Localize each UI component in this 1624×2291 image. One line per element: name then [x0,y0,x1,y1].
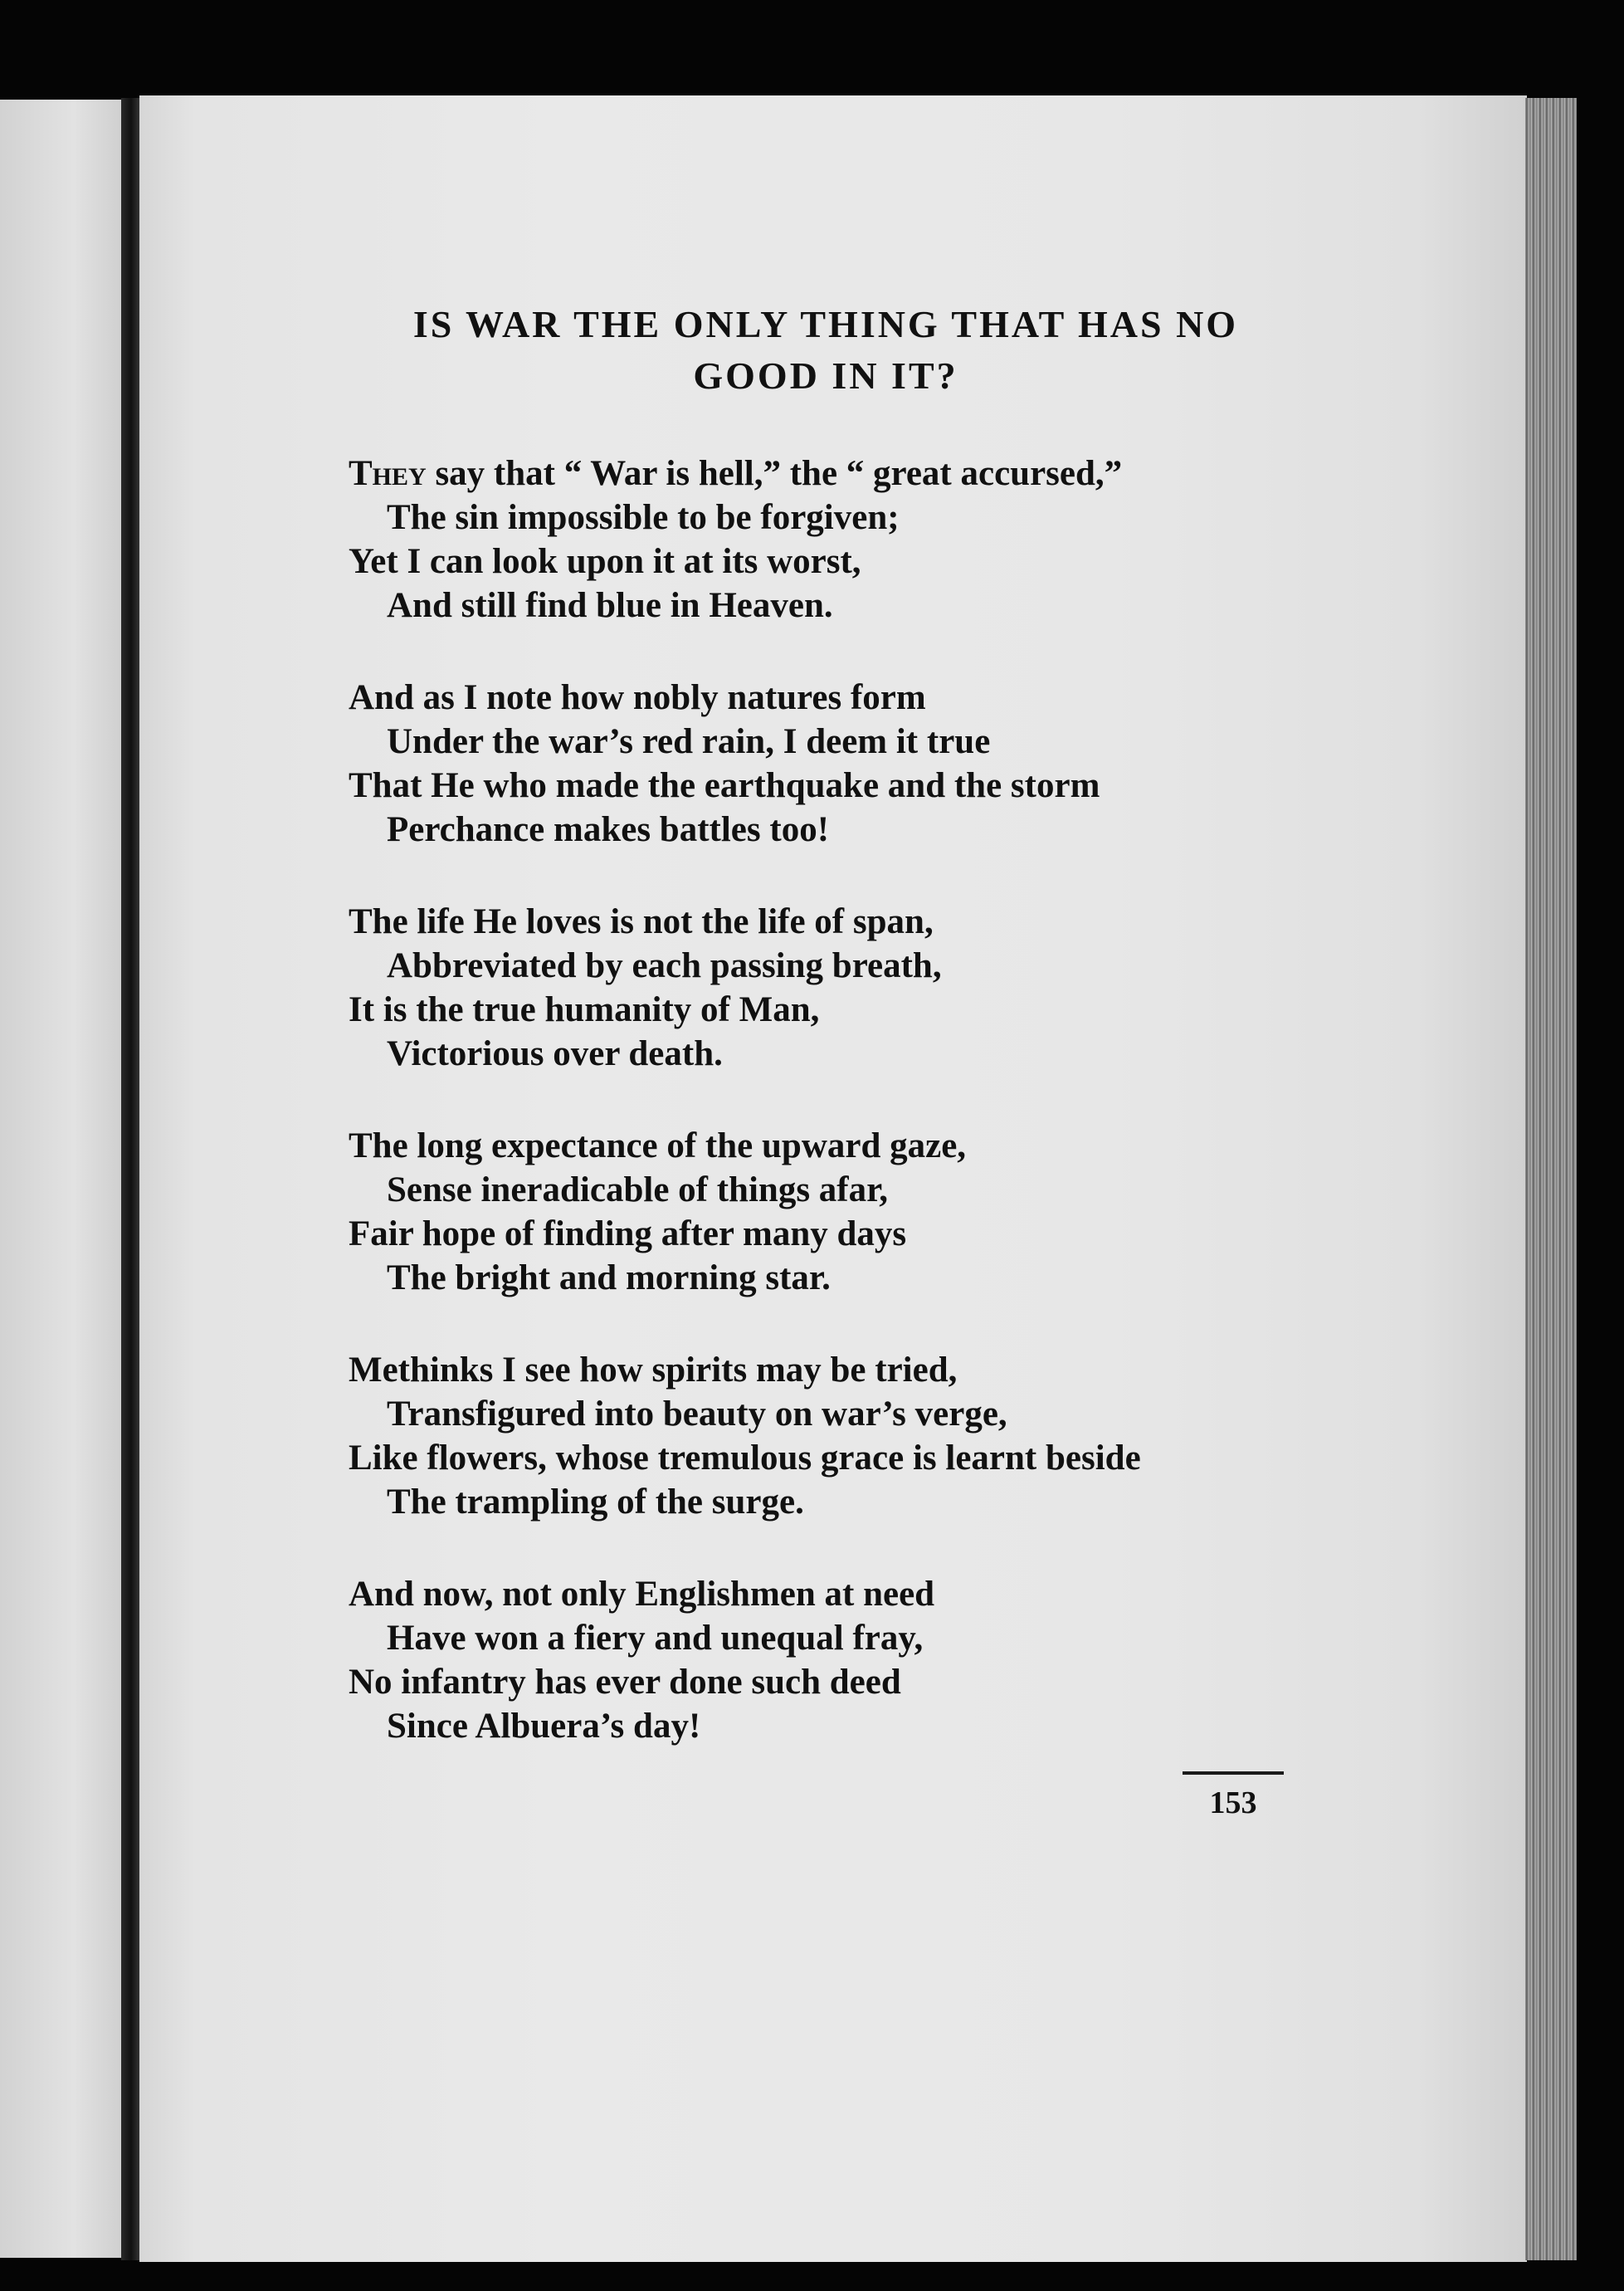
poem-title [349,299,1303,402]
page-number: 153 [1209,1785,1257,1820]
poem-line: The long expectance of the upward gaze, [349,1126,967,1165]
poem-line: The sin impossible to be forgiven; [387,498,900,537]
page-stack-edge [1525,98,1577,2260]
poem-line: Transfigured into beauty on war’s verge, [387,1395,1007,1434]
facing-page-edge [0,100,123,2258]
poem-line: The life He loves is not the life of span, [349,902,934,941]
poem-line [349,452,1303,496]
poem-line: The trampling of the surge. [387,1483,804,1522]
poem-line: And still find blue in Heaven. [387,586,833,625]
stanza-2 [349,676,1303,852]
stanza-3 [349,900,1303,1076]
poem-line: Methinks I see how spirits may be tried, [349,1351,958,1390]
poem-line: Abbreviated by each passing breath, [387,946,942,985]
poem-line: And as I note how nobly natures form [349,678,926,717]
poem-line: And now, not only Englishmen at need [349,1575,935,1614]
first-word: They [349,454,427,493]
poem-line: Like flowers, whose tremulous grace is learnt beside [349,1439,1141,1478]
page-number-rule [1183,1771,1284,1775]
poem-line: Fair hope of finding after many days [349,1214,907,1253]
poem-line: No infantry has ever done such deed [349,1663,901,1702]
poem [349,299,1303,1796]
stanza-6 [349,1572,1303,1748]
poem-line: That He who made the earthquake and the storm [349,766,1100,805]
poem-line: Sense ineradicable of things afar, [387,1170,889,1209]
poem-line: The bright and morning star. [387,1258,831,1297]
stanza-1 [349,452,1303,628]
book-gutter [121,98,141,2260]
stanza-4 [349,1124,1303,1300]
poem-line-text: say that “ War is hell,” the “ great accursed,” [426,454,1123,493]
poem-line: It is the true humanity of Man, [349,990,820,1029]
poem-line: Have won a fiery and unequal fray, [387,1619,924,1658]
poem-line: Since Albuera’s day! [387,1707,701,1746]
title-line-2: GOOD IN IT? [693,354,958,397]
stanza-5 [349,1348,1303,1524]
poem-line: Under the war’s red rain, I deem it true [387,722,991,761]
poem-line: Perchance makes battles too! [387,810,830,849]
poem-line: Yet I can look upon it at its worst, [349,542,861,581]
title-line-1: IS WAR THE ONLY THING THAT HAS NO [412,303,1239,345]
poem-line: Victorious over death. [387,1034,723,1073]
